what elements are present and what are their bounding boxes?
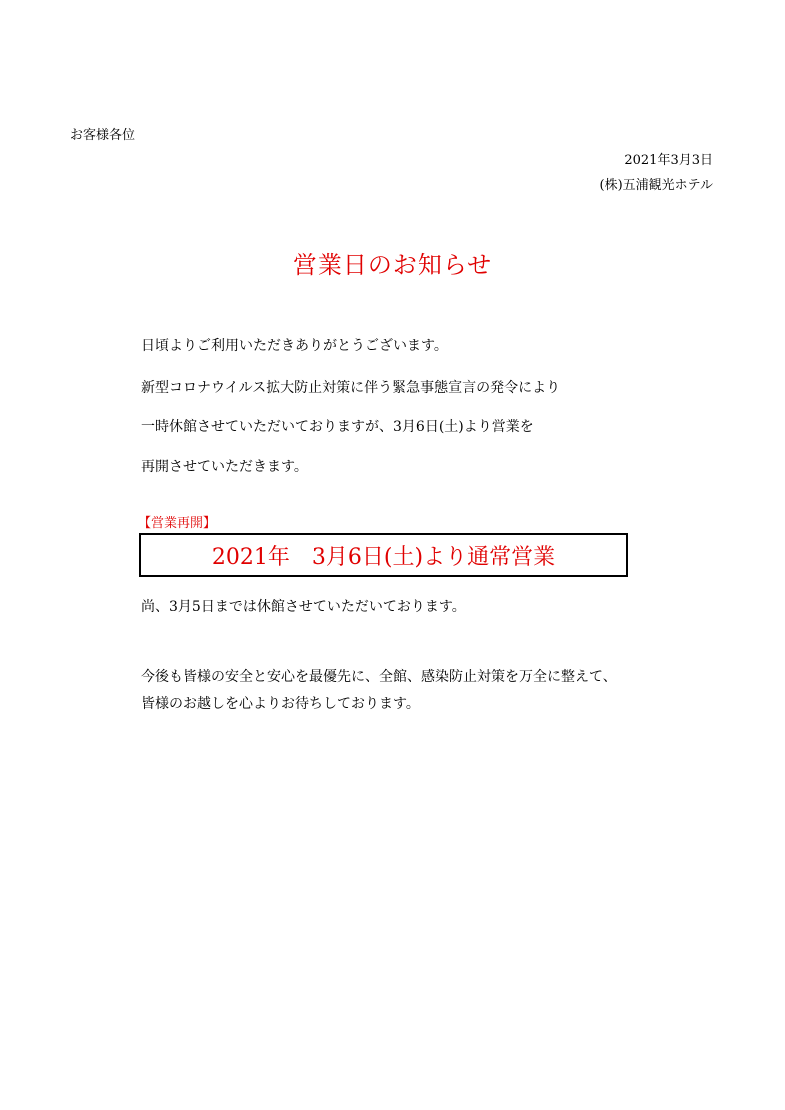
resume-notice-text: 2021年 3月6日(土)より通常営業 — [211, 544, 556, 570]
closing-line-2: 皆様のお越しを心よりお待ちしております。 — [141, 696, 420, 712]
body-line-1: 新型コロナウイルス拡大防止対策に伴う緊急事態宣言の発令により — [141, 380, 561, 396]
body-line-3: 再開させていただきます。 — [141, 459, 308, 475]
closing-line-1: 今後も皆様の安全と安心を最優先に、全館、感染防止対策を万全に整えて、 — [141, 669, 617, 685]
page-title: 営業日のお知らせ — [292, 251, 493, 279]
resume-label: 【営業再開】 — [138, 516, 217, 531]
body-line-2: 一時休館させていただいておりますが、3月6日(土)より営業を — [141, 419, 534, 435]
issue-date: 2021年3月3日 — [624, 153, 713, 168]
greeting-text: 日頃よりご利用いただきありがとうございます。 — [141, 338, 448, 354]
closure-note: 尚、3月5日までは休館させていただいております。 — [141, 599, 466, 615]
resume-notice-box — [139, 533, 628, 577]
salutation: お客様各位 — [70, 128, 136, 143]
company-name: (株)五浦観光ホテル — [599, 178, 713, 193]
